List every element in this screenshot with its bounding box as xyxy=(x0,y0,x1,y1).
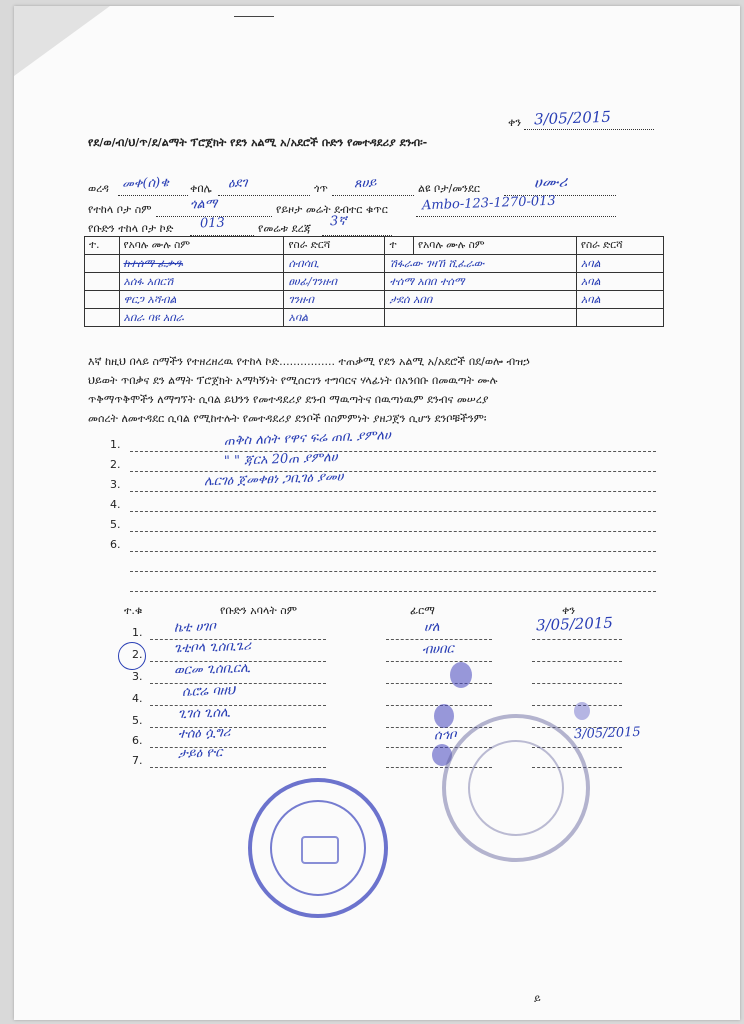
certificate-line xyxy=(416,215,616,217)
member-name: ኬቲ ሀገቦ xyxy=(173,619,217,636)
fingerprint-mark xyxy=(434,704,454,728)
document-page xyxy=(14,6,740,1020)
rule-text: ሌርገዕ ጀመቀፀነ ጋቢገዕ ያመሀ xyxy=(203,469,344,490)
table-cell: ፀሀፊ/ገንዘብ xyxy=(284,273,385,291)
body-line: መሰረት ለመተዳደር ሲባል የሚከተሉት የመተዳደሪያ ደንቦች በስምምነት ያዘጋጀን ሲሆን ደንቦቹችንም፡ xyxy=(88,412,487,425)
certificate-label: የይዞታ መሬት ደብተር ቁጥር xyxy=(276,203,388,216)
grade-value: 3ኛ xyxy=(329,213,347,230)
table-cell: አባል xyxy=(576,291,663,309)
member-signature: ሆለ xyxy=(423,619,440,636)
sign-date: 3/05/2015 xyxy=(573,724,641,743)
table-cell xyxy=(85,291,120,309)
member-name: ታይዕ ዮር xyxy=(177,745,223,762)
woreda-value: መቀ(ሰ)ቄ xyxy=(121,175,170,192)
signature-number: 4. xyxy=(132,692,143,705)
signature-col-name: የቡድን አባላት ስም xyxy=(220,604,297,617)
table-cell: ታደሰ አበበ xyxy=(385,291,576,309)
sign-line xyxy=(386,682,492,684)
table-cell: ከተሰማ ፈቃዱ xyxy=(119,255,284,273)
rule-line xyxy=(130,570,656,572)
member-name: ጊገሰ ጊሰሊ xyxy=(177,705,231,722)
body-paragraph xyxy=(88,352,648,428)
got-value: ጸሀይ xyxy=(353,175,377,192)
stamp-emblem xyxy=(301,836,339,864)
signature-col-number: ተ.ቁ xyxy=(124,604,143,617)
date-line xyxy=(524,128,654,130)
member-name: ጌቲቦላ ጊሰቢጌሪ xyxy=(173,638,252,657)
table-cell: አሰፋ አበርሽ xyxy=(119,273,284,291)
signature-number: 5. xyxy=(132,714,143,727)
table-cell: አበራ ባዩ አበራ xyxy=(119,309,284,327)
circled-number-mark xyxy=(118,642,146,670)
signature-number: 3. xyxy=(132,670,143,683)
rule-line xyxy=(130,550,656,552)
table-cell: አባል xyxy=(576,255,663,273)
rule-line xyxy=(130,590,656,592)
rule-number: 4. xyxy=(110,498,121,511)
table-cell: ገንዘብ xyxy=(284,291,385,309)
woreda-line xyxy=(118,194,188,196)
member-name: ተሰዕ ሷግሪ xyxy=(177,725,231,742)
table-row xyxy=(85,273,664,291)
folded-corner xyxy=(14,6,110,76)
rule-text: ጠቅስ ለሰት የዋና ፍሬ ጠቢ ያምለሀ xyxy=(223,428,392,449)
site-name-value: ጎልማ xyxy=(189,196,218,213)
date-label: ቀን xyxy=(508,116,522,129)
document-title: የደ/ወ/ብ/ህ/ጥ/ደ/ልማት ፕሮጀክት የደን አልሚ አ/አደሮች ቡድን የመተዳደሪያ ደንብ፡- xyxy=(88,136,428,149)
table-header: የስራ ድርሻ xyxy=(576,237,663,255)
table-cell: ሰብሳቢ xyxy=(284,255,385,273)
rule-number: 2. xyxy=(110,458,121,471)
table-cell: ሽፋራው ገዛኸ ሺፈራው xyxy=(385,255,576,273)
kebele-label: ቀበሌ xyxy=(190,182,212,195)
rule-line xyxy=(130,530,656,532)
special-place-label: ልዩ ቦታ/መንደር xyxy=(418,182,481,195)
signature-number: 7. xyxy=(132,754,143,767)
table-cell: አባል xyxy=(576,273,663,291)
members-table xyxy=(84,236,664,327)
table-row xyxy=(85,291,664,309)
code-value: 013 xyxy=(199,215,226,232)
signature-number: 2. xyxy=(132,648,143,661)
table-cell xyxy=(576,309,663,327)
table-cell: አባል xyxy=(284,309,385,327)
sign-date: 3/05/2015 xyxy=(535,613,614,635)
table-header: ተ. xyxy=(85,237,120,255)
rule-number: 6. xyxy=(110,538,121,551)
table-header: የአባሉ ሙሉ ስም xyxy=(119,237,284,255)
table-cell: ዋርጋ አሻብል xyxy=(119,291,284,309)
got-line xyxy=(332,194,414,196)
kebele-line xyxy=(218,194,310,196)
official-stamp xyxy=(442,714,590,862)
top-mark xyxy=(234,16,274,17)
table-cell: ተሰማ አበበ ተሰማ xyxy=(385,273,576,291)
rule-line xyxy=(130,470,656,472)
name-line xyxy=(150,726,326,728)
body-line: ጥቅማጥቅሞችን ለማግኘት ሲባል ይህንን የመተዳደሪያ ደንብ ማዉጣትና በዉጣነዉም ደንብና መሠረያ xyxy=(88,393,489,406)
date-line xyxy=(532,682,622,684)
body-line: እኛ ከዚህ በላይ ስማችን የተዘረዘረዉ የተከላ ኮድ................ ተጠቃሚ የደን አልሚ አ/አደሮች በደ/ወሎ ብዝኃ xyxy=(88,355,530,368)
footer-mark: ይ xyxy=(534,992,541,1005)
rule-number: 5. xyxy=(110,518,121,531)
stamp-inner-ring xyxy=(468,740,564,836)
member-signature: ብሀበር xyxy=(421,641,455,658)
special-place-value: ሀሙሪ xyxy=(533,172,568,192)
table-cell xyxy=(385,309,576,327)
table-cell xyxy=(85,273,120,291)
signature-col-sign: ፊርማ xyxy=(410,604,435,617)
signature-col-date: ቀን xyxy=(562,604,576,617)
table-header: የአባሉ ሙሉ ስም xyxy=(414,237,577,255)
grade-label: የመሬቱ ደረጃ xyxy=(258,222,312,235)
body-line: ህይወት ጥበቃና ደን ልማት ፕሮጀክት አማካኝነት የሚሰርገን ተግባርና ሃላፊነት በአንበቡ በመዉጣት ሙሉ xyxy=(88,374,498,387)
code-label: የቡድን ተከላ ቦታ ኮድ xyxy=(88,222,174,235)
rule-number: 1. xyxy=(110,438,121,451)
table-header: ተ xyxy=(385,237,414,255)
site-name-label: የተከላ ቦታ ስም xyxy=(88,203,152,216)
signature-number: 1. xyxy=(132,626,143,639)
kebele-value: ዕደገ xyxy=(227,175,248,192)
name-line xyxy=(150,766,326,768)
rule-line xyxy=(130,510,656,512)
table-row xyxy=(85,255,664,273)
member-name: ሴሮሬ ባዘህ xyxy=(181,683,236,700)
woreda-label: ወረዳ xyxy=(88,182,109,195)
sign-line xyxy=(386,638,492,640)
fingerprint-mark xyxy=(574,702,590,720)
signature-number: 6. xyxy=(132,734,143,747)
table-row xyxy=(85,309,664,327)
sign-line xyxy=(386,660,492,662)
rule-text: " " ጃርአ 20ጠ ያምለሀ xyxy=(223,450,338,469)
table-header: የስራ ድርሻ xyxy=(284,237,385,255)
table-cell xyxy=(85,255,120,273)
table-cell xyxy=(85,309,120,327)
date-line xyxy=(532,638,622,640)
member-name: ወርመ ጊሰቢርሊ xyxy=(173,660,251,679)
name-line xyxy=(150,746,326,748)
rule-line xyxy=(130,490,656,492)
date-value: 3/05/2015 xyxy=(533,107,612,129)
fingerprint-mark xyxy=(450,662,472,688)
official-stamp xyxy=(248,778,388,918)
rule-number: 3. xyxy=(110,478,121,491)
rule-line xyxy=(130,450,656,452)
date-line xyxy=(532,660,622,662)
name-line xyxy=(150,704,326,706)
got-label: ጎጥ xyxy=(314,182,328,195)
table-header-row xyxy=(85,237,664,255)
name-line xyxy=(150,682,326,684)
member-signature: ሰኅቦ xyxy=(433,727,457,744)
certificate-value: Ambo-123-1270-013 xyxy=(421,193,556,214)
